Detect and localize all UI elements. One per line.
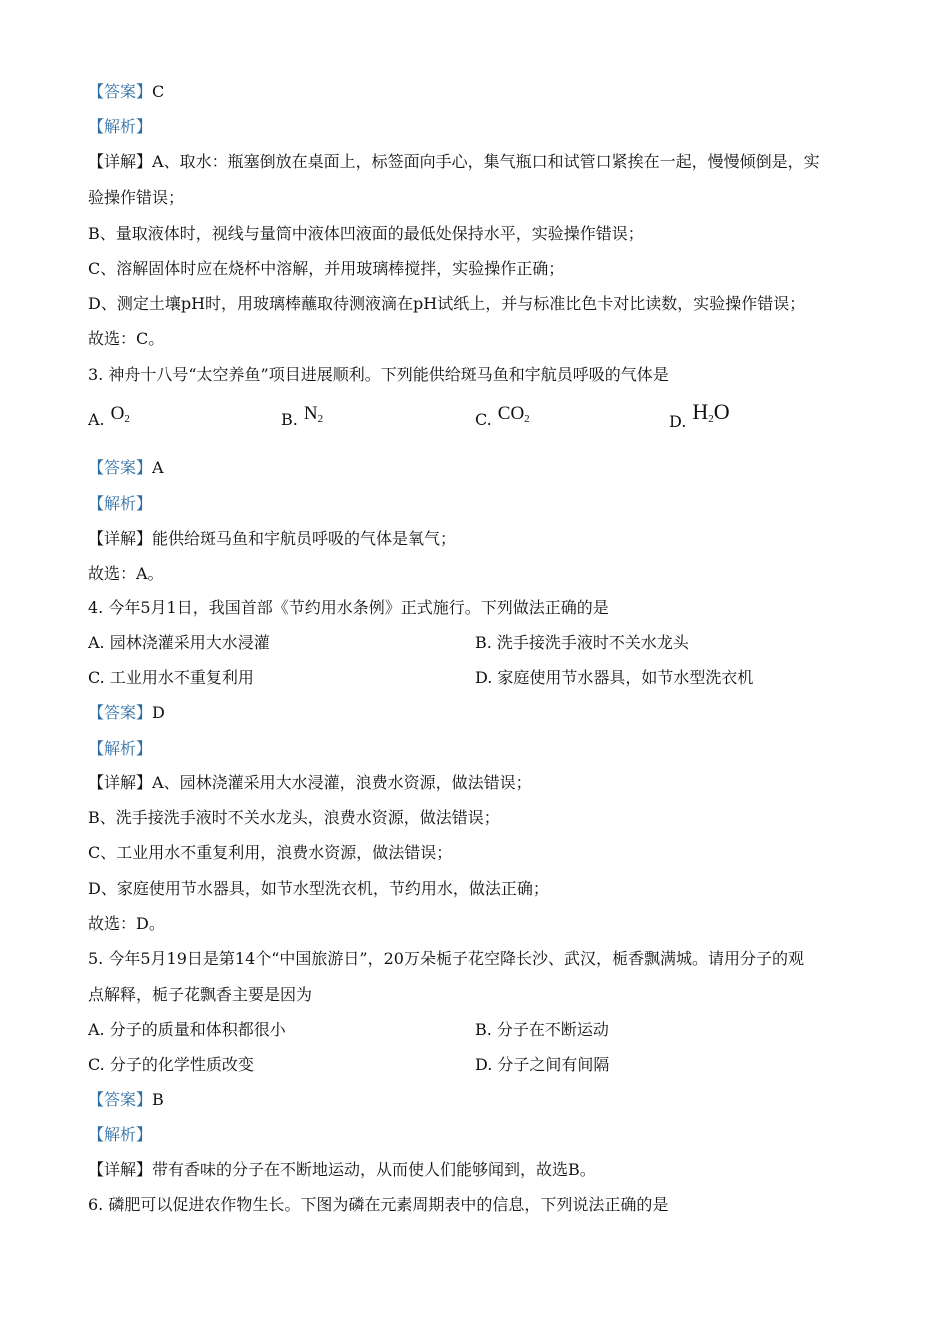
q2-detail-line2: 验操作错误； (88, 188, 185, 207)
q5-options-row1 (88, 1020, 868, 1044)
q6-question: 6. 磷肥可以促进农作物生长。下图为磷在元素周期表中的信息，下列说法正确的是 (88, 1195, 669, 1214)
formula-h2o: $H_2O$ (692, 399, 730, 425)
option-label: C. (475, 410, 492, 429)
q3-question: 3. 神舟十八号“太空养鱼”项目进展顺利。下列能供给斑马鱼和宇航员呼吸的气体是 (88, 365, 669, 384)
option-label: D. (669, 412, 687, 431)
q4-option-c: C. 工业用水不重复利用 (88, 668, 254, 687)
q3-conclusion: 故选：A。 (88, 564, 164, 583)
answer-tag: 【答案】 (88, 458, 153, 477)
q5-option-a: A. 分子的质量和体积都很小 (88, 1020, 286, 1039)
q3-answer (88, 458, 164, 478)
q2-detail-line4: C、溶解固体时应在烧杯中溶解，并用玻璃棒搅拌，实验操作正确； (88, 259, 565, 278)
answer-value: C (152, 82, 165, 101)
q4-question: 4. 今年5月1日，我国首部《节约用水条例》正式施行。下列做法正确的是 (88, 598, 609, 617)
answer-value: A (152, 458, 164, 477)
q5-answer (88, 1090, 164, 1110)
q5-option-c: C. 分子的化学性质改变 (88, 1055, 254, 1074)
option-label: A. (88, 410, 105, 429)
q3-detail (88, 529, 456, 549)
q3-option-a (88, 403, 130, 435)
answer-tag: 【答案】 (88, 703, 153, 722)
q4-options-row1 (88, 633, 868, 657)
q4-detail-line1 (88, 773, 532, 793)
detail-tag: 【详解】 (88, 529, 153, 548)
q2-detail-line5: D、测定土壤pH时，用玻璃棒蘸取待测液滴在pH试纸上，并与标准比色卡对比读数，实验操作错误； (88, 294, 806, 313)
q4-analysis-tag: 【解析】 (88, 739, 153, 758)
q2-answer (88, 82, 164, 102)
answer-value: B (152, 1090, 164, 1109)
q3-options (88, 399, 868, 434)
q2-detail-line1 (88, 152, 820, 172)
answer-value: D (152, 703, 165, 722)
q3-option-d (669, 399, 730, 437)
q5-question-line2: 点解释，栀子花飘香主要是因为 (88, 985, 313, 1004)
answer-tag: 【答案】 (88, 82, 153, 101)
q4-option-a: A. 园林浇灌采用大水浸灌 (88, 633, 270, 652)
q3-option-b (281, 403, 324, 435)
formula-o2: $O_2$ (110, 403, 130, 425)
option-label: B. (281, 410, 298, 429)
detail-tag: 【详解】 (88, 152, 153, 171)
q4-detail-line2: B、洗手接洗手液时不关水龙头，浪费水资源，做法错误； (88, 808, 500, 827)
detail-tag: 【详解】 (88, 1160, 153, 1179)
q4-answer (88, 703, 165, 723)
q4-conclusion: 故选：D。 (88, 914, 165, 933)
q2-detail-line3: B、量取液体时，视线与量筒中液体凹液面的最低处保持水平，实验操作错误； (88, 224, 644, 243)
formula-n2: $N_2$ (303, 403, 324, 425)
q5-analysis-tag: 【解析】 (88, 1125, 153, 1144)
q4-option-d: D. 家庭使用节水器具，如节水型洗衣机 (475, 668, 754, 687)
q5-detail (88, 1160, 596, 1180)
q2-conclusion: 故选：C。 (88, 329, 165, 348)
q2-analysis-tag: 【解析】 (88, 117, 153, 136)
detail-text: A、园林浇灌采用大水浸灌，浪费水资源，做法错误； (152, 773, 532, 792)
q4-options-row2 (88, 668, 868, 692)
q3-option-c (475, 403, 530, 435)
detail-text: 能供给斑马鱼和宇航员呼吸的气体是氧气； (152, 529, 457, 548)
detail-tag: 【详解】 (88, 773, 153, 792)
q4-detail-line4: D、家庭使用节水器具，如节水型洗衣机，节约用水，做法正确； (88, 879, 549, 898)
q3-analysis-tag: 【解析】 (88, 494, 153, 513)
q4-option-b: B. 洗手接洗手液时不关水龙头 (475, 633, 689, 652)
detail-text: 带有香味的分子在不断地运动，从而使人们能够闻到，故选B。 (152, 1160, 596, 1179)
q5-option-b: B. 分子在不断运动 (475, 1020, 609, 1039)
q5-option-d: D. 分子之间有间隔 (475, 1055, 610, 1074)
q5-options-row2 (88, 1055, 868, 1079)
answer-tag: 【答案】 (88, 1090, 153, 1109)
q4-detail-line3: C、工业用水不重复利用，浪费水资源，做法错误； (88, 843, 453, 862)
formula-co2: $CO_2$ (497, 403, 530, 425)
detail-text: A、取水：瓶塞倒放在桌面上，标签面向手心，集气瓶口和试管口紧挨在一起，慢慢倾倒是，实 (152, 152, 820, 171)
q5-question-line1: 5. 今年5月19日是第14个“中国旅游日”，20万朵栀子花空降长沙、武汉，栀香飘满城。请用分子的观 (88, 949, 804, 968)
